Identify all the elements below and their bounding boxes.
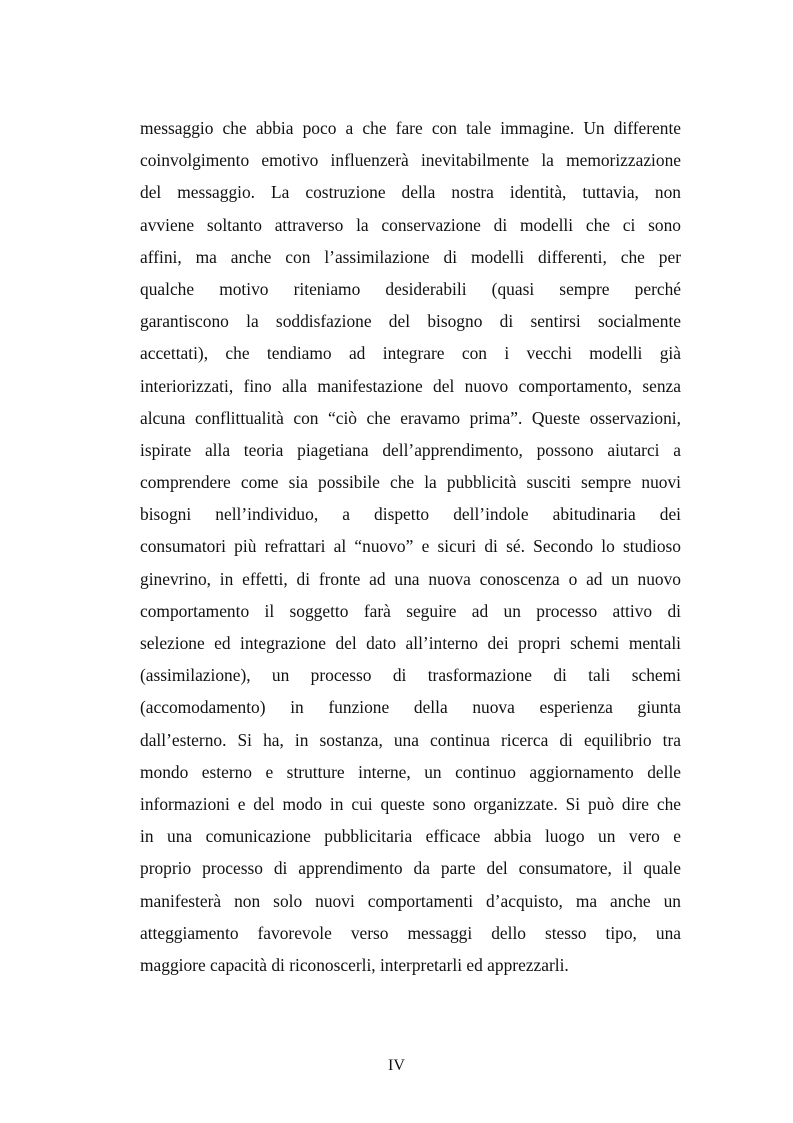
text-line: del messaggio. La costruzione della nostra identità, tuttavia, non <box>140 182 681 203</box>
text-line: in una comunicazione pubblicitaria efficace abbia luogo un vero e <box>140 826 681 847</box>
text-line: ispirate alla teoria piagetiana dell’apprendimento, possono aiutarci a <box>140 439 681 460</box>
text-line: qualche motivo riteniamo desiderabili (quasi sempre perché <box>140 278 681 299</box>
text-line: (assimilazione), un processo di trasformazione di tali schemi <box>140 665 681 686</box>
text-line: consumatori più refrattari al “nuovo” e sicuri di sé. Secondo lo studioso <box>140 536 681 557</box>
text-line: manifesterà non solo nuovi comportamenti d’acquisto, ma anche un <box>140 890 681 911</box>
text-line: affini, ma anche con l’assimilazione di modelli differenti, che per <box>140 246 681 267</box>
text-line: maggiore capacità di riconoscerli, interpretarli ed apprezzarli. <box>140 954 569 975</box>
text-line: interiorizzati, fino alla manifestazione del nuovo comportamento, senza <box>140 375 681 396</box>
text-line: avviene soltanto attraverso la conservazione di modelli che ci sono <box>140 214 681 235</box>
text-line: proprio processo di apprendimento da parte del consumatore, il quale <box>140 858 681 879</box>
text-line: messaggio che abbia poco a che fare con tale immagine. Un differente <box>140 118 681 138</box>
text-line: dall’esterno. Si ha, in sostanza, una continua ricerca di equilibrio tra <box>140 729 681 750</box>
text-line: ginevrino, in effetti, di fronte ad una nuova conoscenza o ad un nuovo <box>140 568 681 589</box>
text-line: accettati), che tendiamo ad integrare con i vecchi modelli già <box>140 343 681 364</box>
text-line: mondo esterno e strutture interne, un continuo aggiornamento delle <box>140 761 681 782</box>
text-line: alcuna conflittualità con “ciò che eravamo prima”. Queste osservazioni, <box>140 407 681 428</box>
page-number: IV <box>388 1057 405 1074</box>
body-paragraph <box>140 112 681 981</box>
text-line: comportamento il soggetto farà seguire ad un processo attivo di <box>140 600 681 621</box>
text-line: informazioni e del modo in cui queste sono organizzate. Si può dire che <box>140 793 681 814</box>
text-line: garantiscono la soddisfazione del bisogno di sentirsi socialmente <box>140 311 681 332</box>
text-line: comprendere come sia possibile che la pubblicità susciti sempre nuovi <box>140 472 681 493</box>
text-line: atteggiamento favorevole verso messaggi dello stesso tipo, una <box>140 922 681 943</box>
text-line: selezione ed integrazione del dato all’interno dei propri schemi mentali <box>140 633 681 653</box>
text-line: bisogni nell’individuo, a dispetto dell’indole abitudinaria dei <box>140 504 681 525</box>
text-line: (accomodamento) in funzione della nuova esperienza giunta <box>140 697 681 718</box>
text-line: coinvolgimento emotivo influenzerà inevitabilmente la memorizzazione <box>140 150 681 171</box>
